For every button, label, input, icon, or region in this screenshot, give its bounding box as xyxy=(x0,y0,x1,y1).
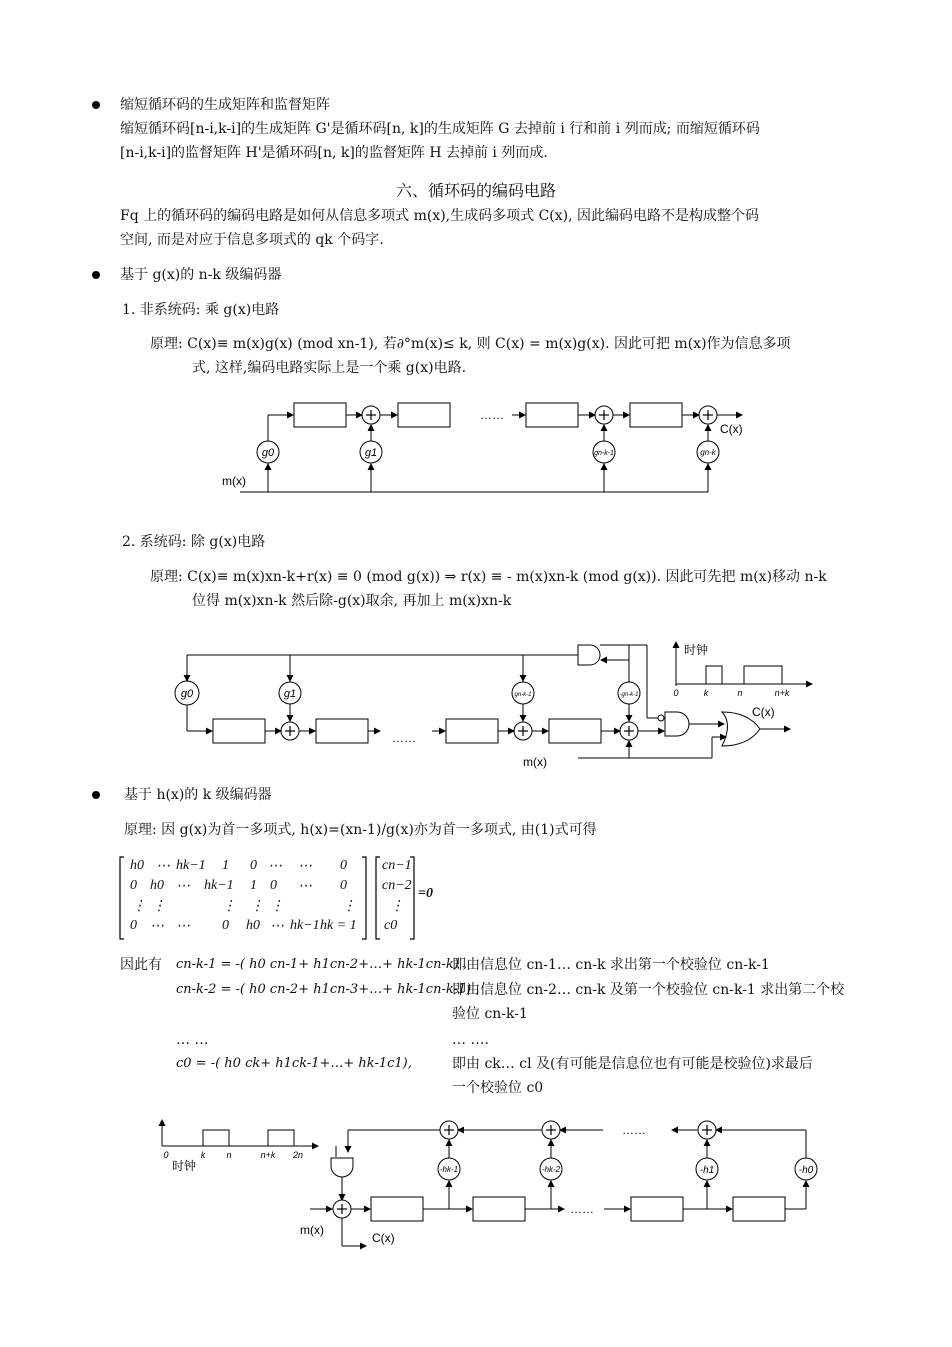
ellipsis-left: … … xyxy=(176,1032,209,1048)
shortened-line-2: [n-i,k-i]的监督矩阵 H'是循环码[n, k]的监督矩阵 H 去掉前 i 列而成. xyxy=(120,145,548,161)
v-1: cn−2 xyxy=(382,878,412,893)
d3-clock-tick-1: k xyxy=(200,1150,206,1160)
item2-title: 2. 系统码: 除 g(x)电路 xyxy=(122,534,266,550)
d3-clock-tick-0: 0 xyxy=(163,1150,169,1160)
bullet-title-hx: 基于 h(x)的 k 级编码器 xyxy=(124,787,272,803)
d1-input-label: m(x) xyxy=(222,474,246,488)
d1-dots: …… xyxy=(480,408,504,422)
bullet-icon xyxy=(92,791,100,799)
m-2-1: ⋮ xyxy=(152,899,166,914)
v-3: c0 xyxy=(384,918,398,933)
d2-output-label: C(x) xyxy=(752,705,775,719)
m-3-4: h0 xyxy=(246,918,260,933)
d1-coef-0: g0 xyxy=(261,447,275,459)
bullet-title-gx: 基于 g(x)的 n-k 级编码器 xyxy=(120,267,282,283)
item1-title: 1. 非系统码: 乘 g(x)电路 xyxy=(122,302,280,318)
intro-line-1: Fq 上的循环码的编码电路是如何从信息多项式 m(x),生成码多项式 C(x), 因此编码电路不是构成整个码 xyxy=(120,208,760,224)
item2-principle-1: 原理: C(x)≡ m(x)xn-k+r(x) ≡ 0 (mod g(x)) ⇒ r(x) ≡ - m(x)xn-k (mod g(x)). 因此可先把 m(x)移动 n-k xyxy=(150,569,827,585)
m-1-3: hk−1 xyxy=(204,878,234,893)
m-1-7: 0 xyxy=(340,878,347,893)
m-1-4: 1 xyxy=(250,878,257,893)
m-1-5: 0 xyxy=(270,878,277,893)
d2-coef-0: g0 xyxy=(180,688,194,700)
section-title: 六、循环码的编码电路 xyxy=(395,181,556,200)
d2-clock-label: 时钟 xyxy=(684,643,709,657)
item1-principle-1: 原理: C(x)≡ m(x)g(x) (mod xn-1), 若∂°m(x)≤ k, 则 C(x) = m(x)g(x). 因此可把 m(x)作为信息多项 xyxy=(150,336,791,352)
matrix-equals: =0 xyxy=(418,886,433,901)
eq3-note-1: 即由 ck… cl 及(有可能是信息位也有可能是校验位)求最后 xyxy=(452,1056,813,1072)
m-3-2: ⋯ xyxy=(176,919,190,934)
d3-coef-0: -hk-1 xyxy=(439,1165,459,1174)
m-3-7: hk = 1 xyxy=(320,918,357,933)
d3-clock-tick-2: n xyxy=(226,1150,232,1160)
m-2-4: ⋮ xyxy=(250,899,264,914)
m-2-7: ⋮ xyxy=(342,899,356,914)
d3-clock-tick-3: n+k xyxy=(260,1150,276,1160)
d3-dots-top: …… xyxy=(622,1123,646,1137)
d3-coef-3: -h0 xyxy=(798,1165,814,1176)
m-3-1: ⋯ xyxy=(150,919,164,934)
eq3-note-2: 一个校验位 c0 xyxy=(452,1080,544,1096)
d2-coef-3: -gn-k-1 xyxy=(619,692,639,698)
eq3: c0 = -( h0 ck+ h1ck-1+…+ hk-1c1), xyxy=(176,1056,412,1071)
m-3-0: 0 xyxy=(130,918,137,933)
m-1-1: h0 xyxy=(150,878,164,893)
d1-output-label: C(x) xyxy=(720,422,743,436)
d3-coef-2: -h1 xyxy=(699,1165,715,1176)
d2-clock-tick-2: n xyxy=(737,688,743,698)
item2-principle-2: 位得 m(x)xn-k 然后除-g(x)取余, 再加上 m(x)xn-k xyxy=(192,593,512,609)
bullet-icon xyxy=(92,271,100,279)
m-0-2: hk−1 xyxy=(176,858,206,873)
d2-clock-tick-3: n+k xyxy=(774,688,790,698)
eq1-note: 即由信息位 cn-1… cn-k 求出第一个校验位 cn-k-1 xyxy=(452,957,770,973)
m-3-5: ⋯ xyxy=(270,919,284,934)
v-2: ⋮ xyxy=(390,899,404,914)
eq1-prefix: 因此有 xyxy=(120,957,162,973)
d2-clock-tick-0: 0 xyxy=(673,688,679,698)
m-0-4: 0 xyxy=(250,858,257,873)
bullet-icon xyxy=(92,101,100,109)
m-3-3: 0 xyxy=(222,918,229,933)
d1-coef-3: gn-k xyxy=(700,448,716,457)
d3-output-label: C(x) xyxy=(372,1231,395,1245)
m-1-2: ⋯ xyxy=(176,879,190,894)
m-0-3: 1 xyxy=(222,858,229,873)
m-0-0: h0 xyxy=(130,858,144,873)
hx-principle: 原理: 因 g(x)为首一多项式, h(x)=(xn-1)/g(x)亦为首一多项式, 由(1)式可得 xyxy=(124,822,597,838)
d2-dots: …… xyxy=(392,731,416,745)
ellipsis-right: … …. xyxy=(452,1032,489,1048)
d3-clock-tick-4: 2n xyxy=(292,1150,304,1160)
d2-input-label: m(x) xyxy=(523,755,547,769)
d3-coef-1: -hk-2 xyxy=(541,1165,561,1174)
m-0-7: 0 xyxy=(340,858,347,873)
shortened-line-1: 缩短循环码[n-i,k-i]的生成矩阵 G'是循环码[n, k]的生成矩阵 G 去掉前 i 行和前 i 列而成; 而缩短循环码 xyxy=(120,121,760,137)
m-0-1: ⋯ xyxy=(156,859,170,874)
eq1: cn-k-1 = -( h0 cn-1+ h1cn-2+…+ hk-1cn-k) , xyxy=(176,957,468,972)
intro-line-2: 空间, 而是对应于信息多项式的 qk 个码字. xyxy=(120,232,384,248)
d3-clock-label: 时钟 xyxy=(172,1159,197,1173)
d1-coef-2: gn-k-1 xyxy=(594,450,614,457)
d3-input-label: m(x) xyxy=(300,1223,324,1237)
d1-coef-1: g1 xyxy=(364,447,378,459)
d3-dots-mid: …… xyxy=(570,1202,594,1216)
m-2-5: ⋮ xyxy=(270,899,284,914)
eq2-note-1: 即由信息位 cn-2… cn-k 及第一个校验位 cn-k-1 求出第二个校 xyxy=(452,982,845,998)
m-0-5: ⋯ xyxy=(268,859,282,874)
m-0-6: ⋯ xyxy=(298,859,312,874)
m-2-3: ⋮ xyxy=(222,899,236,914)
m-1-6: ⋯ xyxy=(298,879,312,894)
m-3-6: hk−1 xyxy=(290,918,320,933)
m-2-0: ⋮ xyxy=(132,899,146,914)
eq2: cn-k-2 = -( h0 cn-2+ h1cn-3+…+ hk-1cn-k-1) , xyxy=(176,982,480,997)
d2-coef-1: g1 xyxy=(283,688,297,700)
d2-clock-tick-1: k xyxy=(703,688,709,698)
eq2-note-2: 验位 cn-k-1 xyxy=(452,1006,528,1022)
bullet-title-shortened: 缩短循环码的生成矩阵和监督矩阵 xyxy=(120,97,330,113)
m-1-0: 0 xyxy=(130,878,137,893)
item1-principle-2: 式, 这样,编码电路实际上是一个乘 g(x)电路. xyxy=(192,360,467,376)
d2-coef-2: gn-k-1 xyxy=(514,692,532,698)
v-0: cn−1 xyxy=(382,858,412,873)
